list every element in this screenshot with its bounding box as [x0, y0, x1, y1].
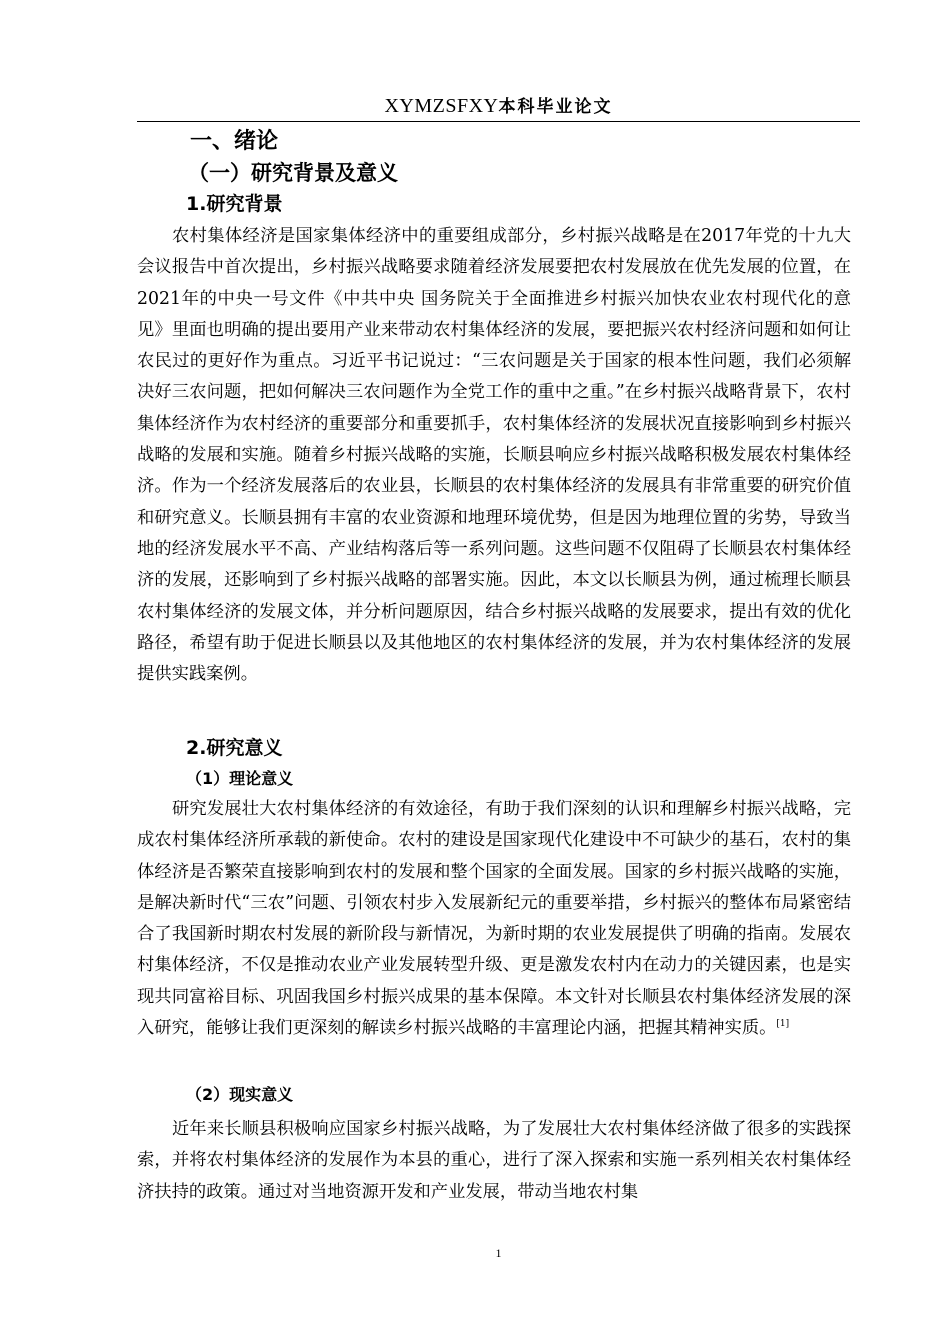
practical-heading: （2）现实意义 — [186, 1085, 294, 1104]
theoretical-text: 研究发展壮大农村集体经济的有效途径，有助于我们深刻的认识和理解乡村振兴战略，完成农村集体经济所承载的新使命。农村的建设是国家现代化建设中不可缺少的基石，农村的集体经济是否繁荣直接影响到农村的发展和整个国家的全面发展。国家的乡村振兴战略的实施，是解决新时代“三农”问题、引领农村步入发展新纪元的重要举措，乡村振兴的整体布局紧密结合了我国新时期农村发展的新阶段与新情况，为新时期的农业发展提供了明确的指南。发展农村集体经济，不仅是推动农业产业发展转型升级、更是激发农村内在动力的关键因素，也是实现共同富裕目标、巩固我国乡村振兴成果的基本保障。本文针对长顺县农村集体经济发展的深入研究，能够让我们更深刻的解读乡村振兴战略的丰富理论内涵，把握其精神实质。 — [137, 799, 851, 1039]
background-paragraph: 农村集体经济是国家集体经济中的重要组成部分，乡村振兴战略是在2017年党的十九大会议报告中首次提出，乡村振兴战略要求随着经济发展要把农村发展放在优先发展的位置，在2021年的中央一号文件《中共中央 国务院关于全面推进乡村振兴加快农业农村现代化的意见》里面也明确的提出要用产业来带动农村集体经济的发展，要把振兴农村经济问题和如何让农民过的更好作为重点。习近平书记说过：“三农问题是关于国家的根本性问题，我们必须解决好三农问题，把如何解决三农问题作为全党工作的重中之重。”在乡村振兴战略背景下，农村集体经济作为农村经济的重要部分和重要抓手，农村集体经济的发展状况直接影响到乡村振兴战略的发展和实施。随着乡村振兴战略的实施，长顺县响应乡村振兴战略积极发展农村集体经济。作为一个经济发展落后的农业县，长顺县的农村集体经济的发展具有非常重要的研究价值和研究意义。长顺县拥有丰富的农业资源和地理环境优势，但是因为地理位置的劣势，导致当地的经济发展水平不高、产业结构落后等一系列问题。这些问题不仅阻碍了长顺县农村集体经济的发展，还影响到了乡村振兴战略的部署实施。因此，本文以长顺县为例，通过梳理长顺县农村集体经济的发展文体，并分析问题原因，结合乡村振兴战略的发展要求，提出有效的优化路径，希望有助于促进长顺县以及其他地区的农村集体经济的发展，并为农村集体经济的发展提供实践案例。 — [137, 226, 851, 685]
significance-heading: 2.研究意义 — [186, 737, 283, 759]
header-title: 本科毕业论文 — [498, 97, 613, 117]
citation-reference[interactable]: [1] — [776, 1019, 790, 1030]
header-rule — [137, 121, 860, 122]
running-header — [137, 92, 860, 121]
subsection-title: （一）研究背景及意义 — [188, 161, 398, 185]
practical-paragraph: 近年来长顺县积极响应国家乡村振兴战略，为了发展壮大农村集体经济做了很多的实践探索，并将农村集体经济的发展作为本县的重心，进行了深入探索和实施一系列相关农村集体经济扶持的政策。通过对当地资源开发和产业发展，带动当地农村集 — [137, 1119, 851, 1202]
theoretical-paragraph — [137, 794, 851, 1044]
chapter-title: 一、绪论 — [190, 129, 279, 154]
background-heading: 1.研究背景 — [186, 193, 283, 215]
header-code: XYMZSFXY — [384, 95, 499, 117]
theoretical-heading: （1）理论意义 — [186, 769, 294, 788]
page-number: 1 — [495, 1246, 502, 1260]
